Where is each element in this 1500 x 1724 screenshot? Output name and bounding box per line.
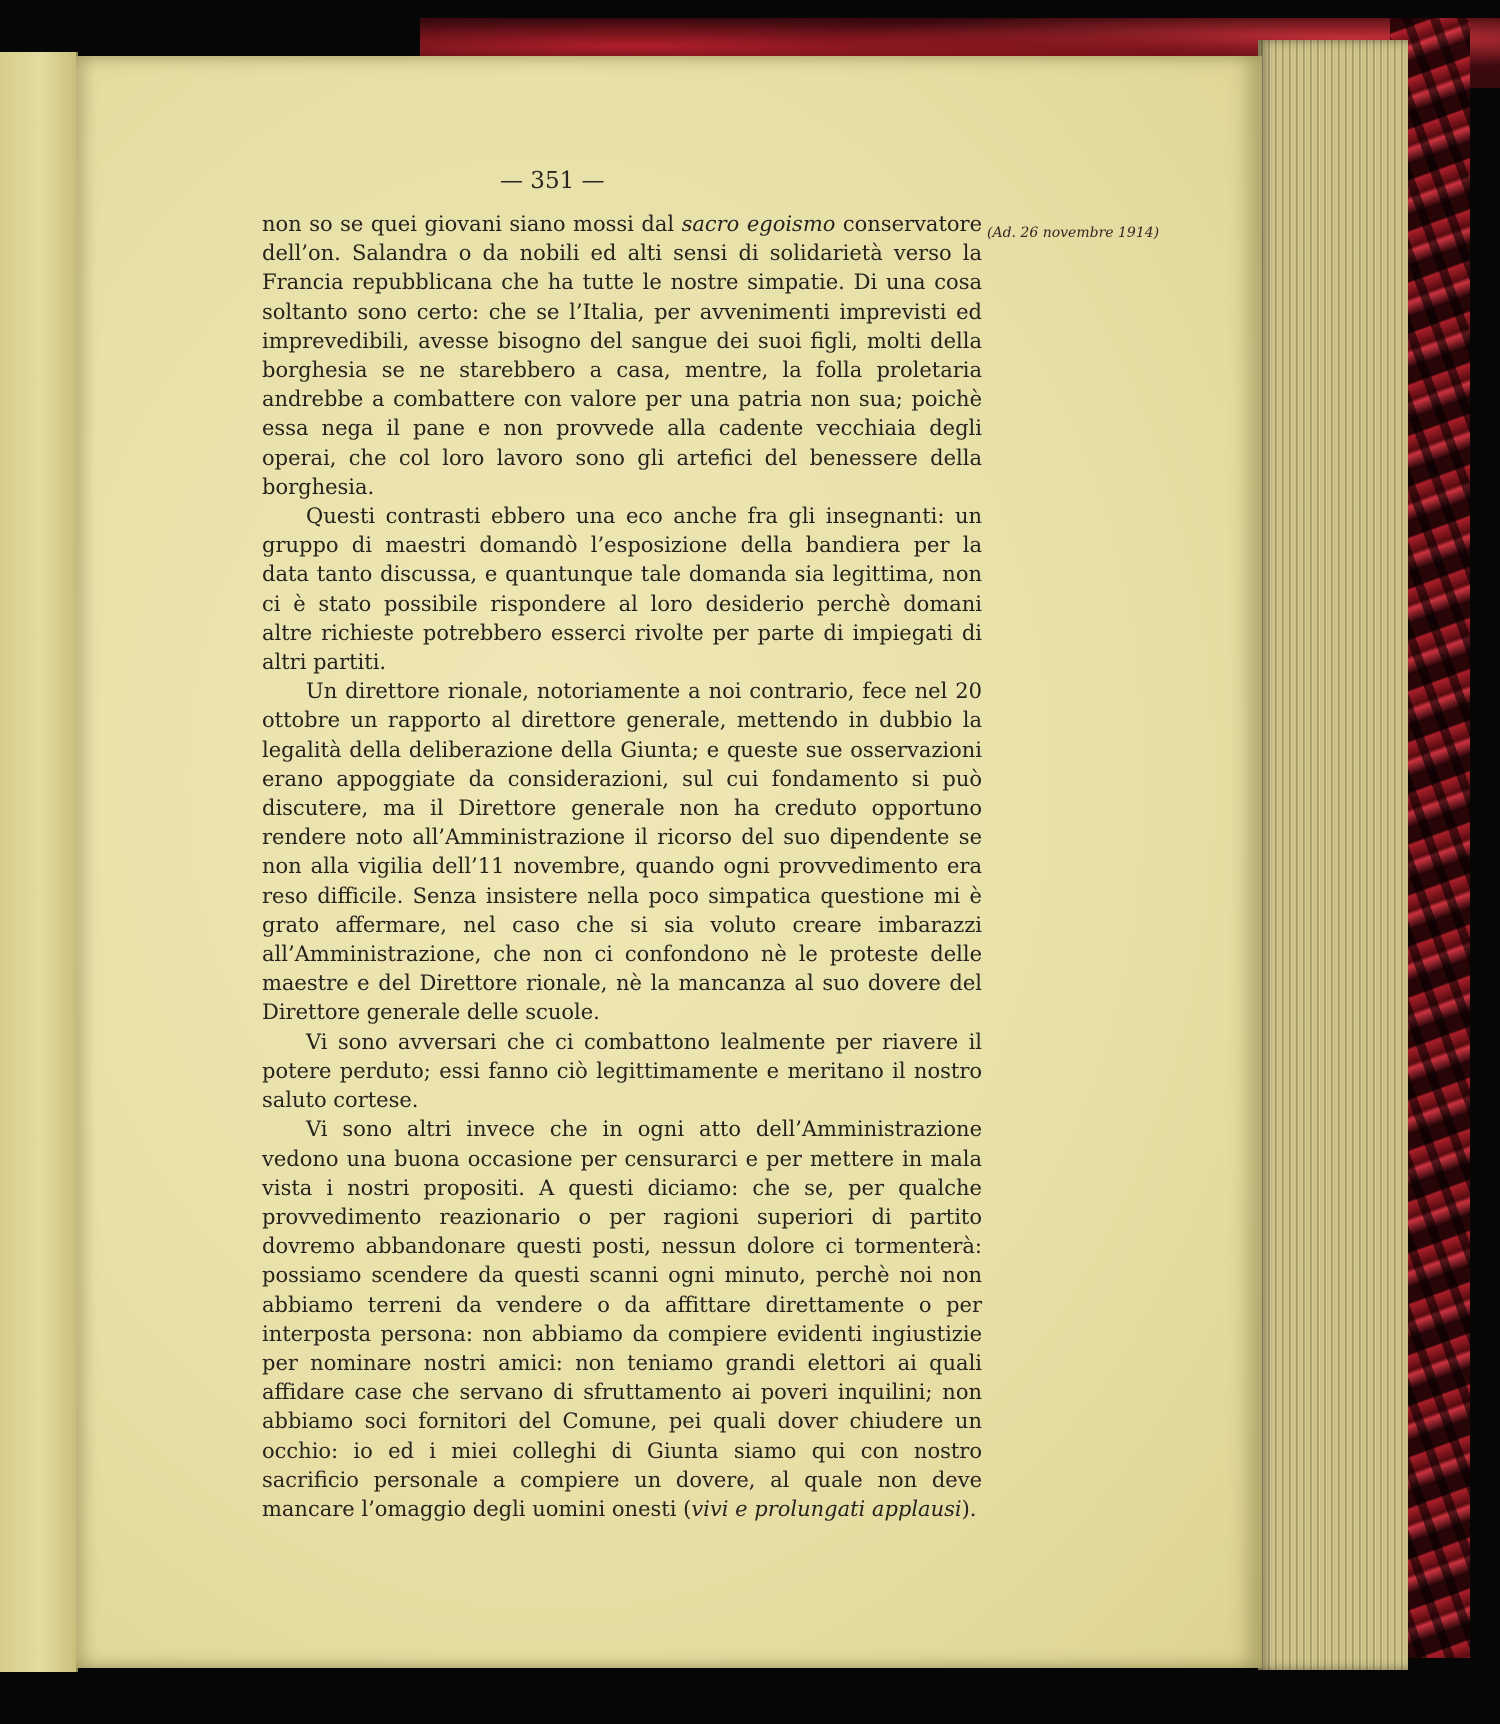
body-text — [262, 210, 982, 1524]
paragraph-4: Vi sono avversari che ci combattono lealmente per riavere il potere perduto; essi fanno ciò legittimamente e meritano il nostro saluto cortese. — [262, 1029, 982, 1113]
paragraph-2: Questi contrasti ebbero una eco anche fra gli insegnanti: un gruppo di maestri domandò l’esposizione della bandiera per la data tanto discussa, e quantunque tale domanda sia legittima, non ci è stato possibile rispondere al loro desiderio perchè domani altre richieste potrebbero esserci rivolte per parte di impiegati di altri partiti. — [262, 504, 982, 675]
italic-applause: vivi e prolungati applausi — [691, 1496, 962, 1521]
page-edges-stack — [1258, 40, 1408, 1670]
previous-page-edge — [0, 52, 78, 1672]
page-number: — 351 — — [500, 168, 605, 194]
paragraph-1: non so se quei giovani siano mossi dal sacro egoismo conservatore dell’on. Salandra o da nobili ed alti sensi di solidarietà verso la Francia repubblicana che ha tutte le nostre simpatie. Di una cosa soltanto sono certo: che se l’Italia, per avvenimenti imprevisti ed imprevedibili, avesse bisogno del sangue dei suoi figli, molti della borghesia se ne starebbero a casa, mentre, la folla proletaria andrebbe a combattere con valore per una patria non sua; poichè essa nega il pane e non provvede alla cadente vecchiaia degli operai, che col loro lavoro sono gli artefici del benessere della borghesia. — [262, 212, 982, 499]
paragraph-5: Vi sono altri invece che in ogni atto dell’Amministrazione vedono una buona occasione per censurarci e per mettere in mala vista i nostri propositi. A questi diciamo: che se, per qualche provvedimento reazionario o per ragioni superiori di partito dovremo abbandonare questi posti, nessun dolore ci tormenterà: possiamo scendere da questi scanni ogni minuto, perchè noi non abbiamo terreni da vendere o da affittare direttamente o per interposta persona: non abbiamo da compiere evidenti ingiustizie per nominare nostri amici: non teniamo grandi elettori ai quali affidare case che servano di sfruttamento ai poveri inquilini; non abbiamo soci fornitori del Comune, pei quali dover chiudere un occhio: io ed i miei colleghi di Giunta siamo qui con nostro sacrificio personale a compiere un dovere, al quale non deve mancare l’omaggio degli uomini onesti (vivi e prolungati applausi). — [262, 1117, 982, 1521]
italic-phrase: sacro egoismo — [681, 212, 836, 236]
paragraph-3: Un direttore rionale, notoriamente a noi contrario, fece nel 20 ottobre un rapporto al direttore generale, mettendo in dubbio la legalità della deliberazione della Giunta; e queste sue osservazioni erano appoggiate da considerazioni, sul cui fondamento si può discutere, ma il Direttore generale non ha creduto opportuno rendere noto all’Amministrazione il ricorso del suo dipendente se non alla vigilia dell’11 novembre, quando ogni provvedimento era reso difficile. Senza insistere nella poco simpatica questione mi è grato affermare, nel caso che si sia voluto creare imbarazzi all’Amministrazione, che non ci confondono nè le proteste delle maestre e del Direttore rionale, nè la mancanza al suo dovere del Direttore generale delle scuole. — [262, 679, 982, 1025]
margin-date-note: (Ad. 26 novembre 1914) — [987, 225, 1160, 241]
